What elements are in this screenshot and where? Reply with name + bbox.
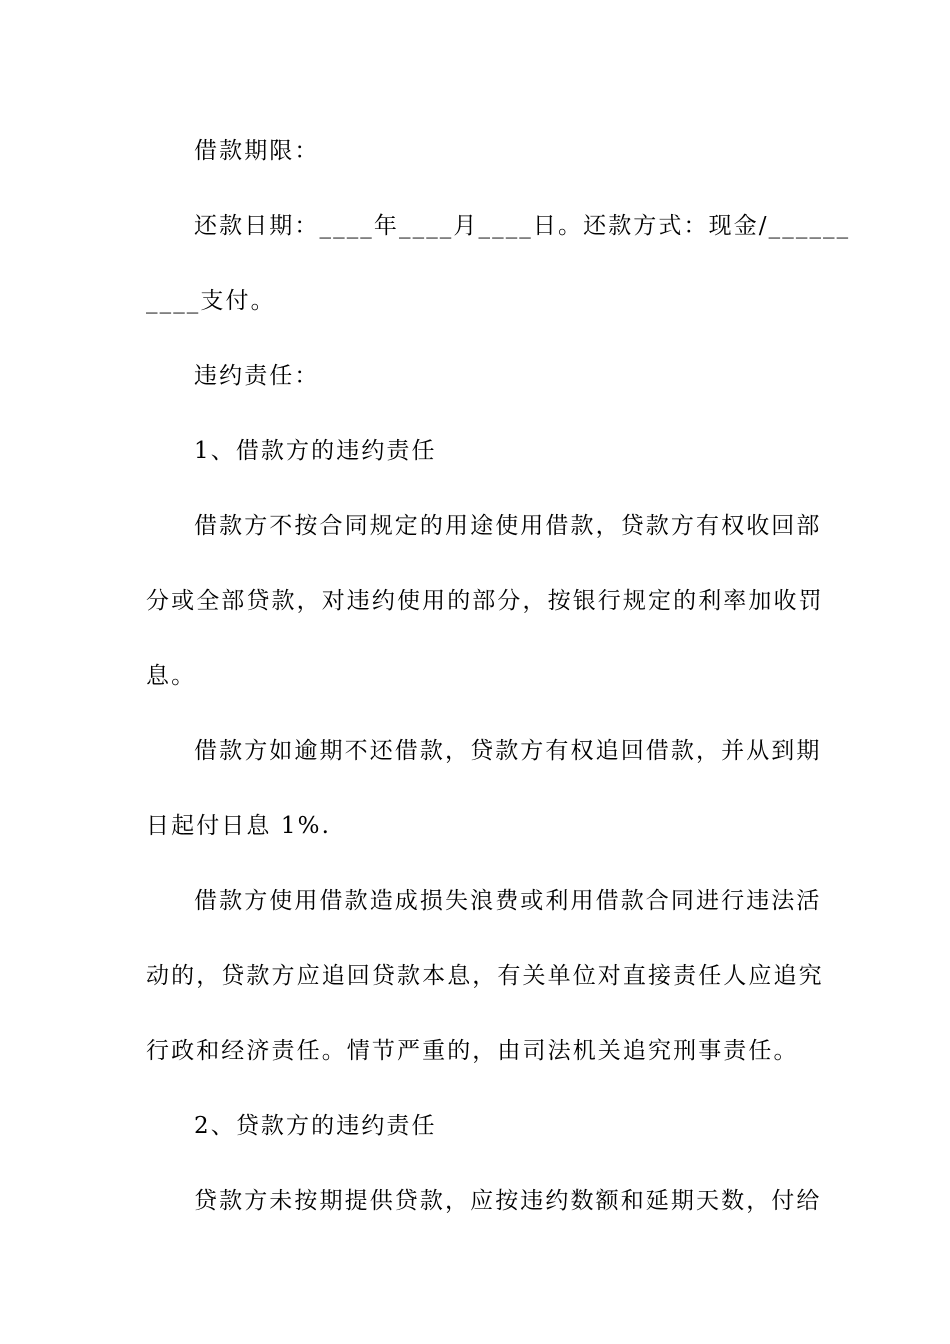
breach-liability-heading: 违约责任： (194, 363, 320, 389)
paragraph-line: 借款方如逾期不还借款，贷款方有权追回借款，并从到期 (194, 738, 822, 764)
repayment-date-line: 还款日期：____年____月____日。还款方式：现金/______ (194, 213, 851, 239)
paragraph-line: 息。 (146, 663, 197, 689)
lender-liability-heading: 2、贷款方的违约责任 (194, 1113, 437, 1139)
paragraph-line: 分或全部贷款，对违约使用的部分，按银行规定的利率加收罚 (146, 588, 824, 614)
paragraph-line: 贷款方未按期提供贷款，应按违约数额和延期天数，付给 (194, 1188, 822, 1214)
paragraph-line: 借款方不按合同规定的用途使用借款，贷款方有权收回部 (194, 513, 822, 539)
paragraph-line: 行政和经济责任。情节严重的，由司法机关追究刑事责任。 (146, 1038, 799, 1064)
loan-term-label: 借款期限： (194, 138, 320, 164)
payment-method-line: ____支付。 (146, 288, 276, 314)
paragraph-line: 动的，贷款方应追回贷款本息，有关单位对直接责任人应追究 (146, 963, 824, 989)
paragraph-line: 日起付日息 1%. (146, 813, 332, 839)
paragraph-line: 借款方使用借款造成损失浪费或利用借款合同进行违法活 (194, 888, 822, 914)
borrower-liability-heading: 1、借款方的违约责任 (194, 438, 437, 464)
